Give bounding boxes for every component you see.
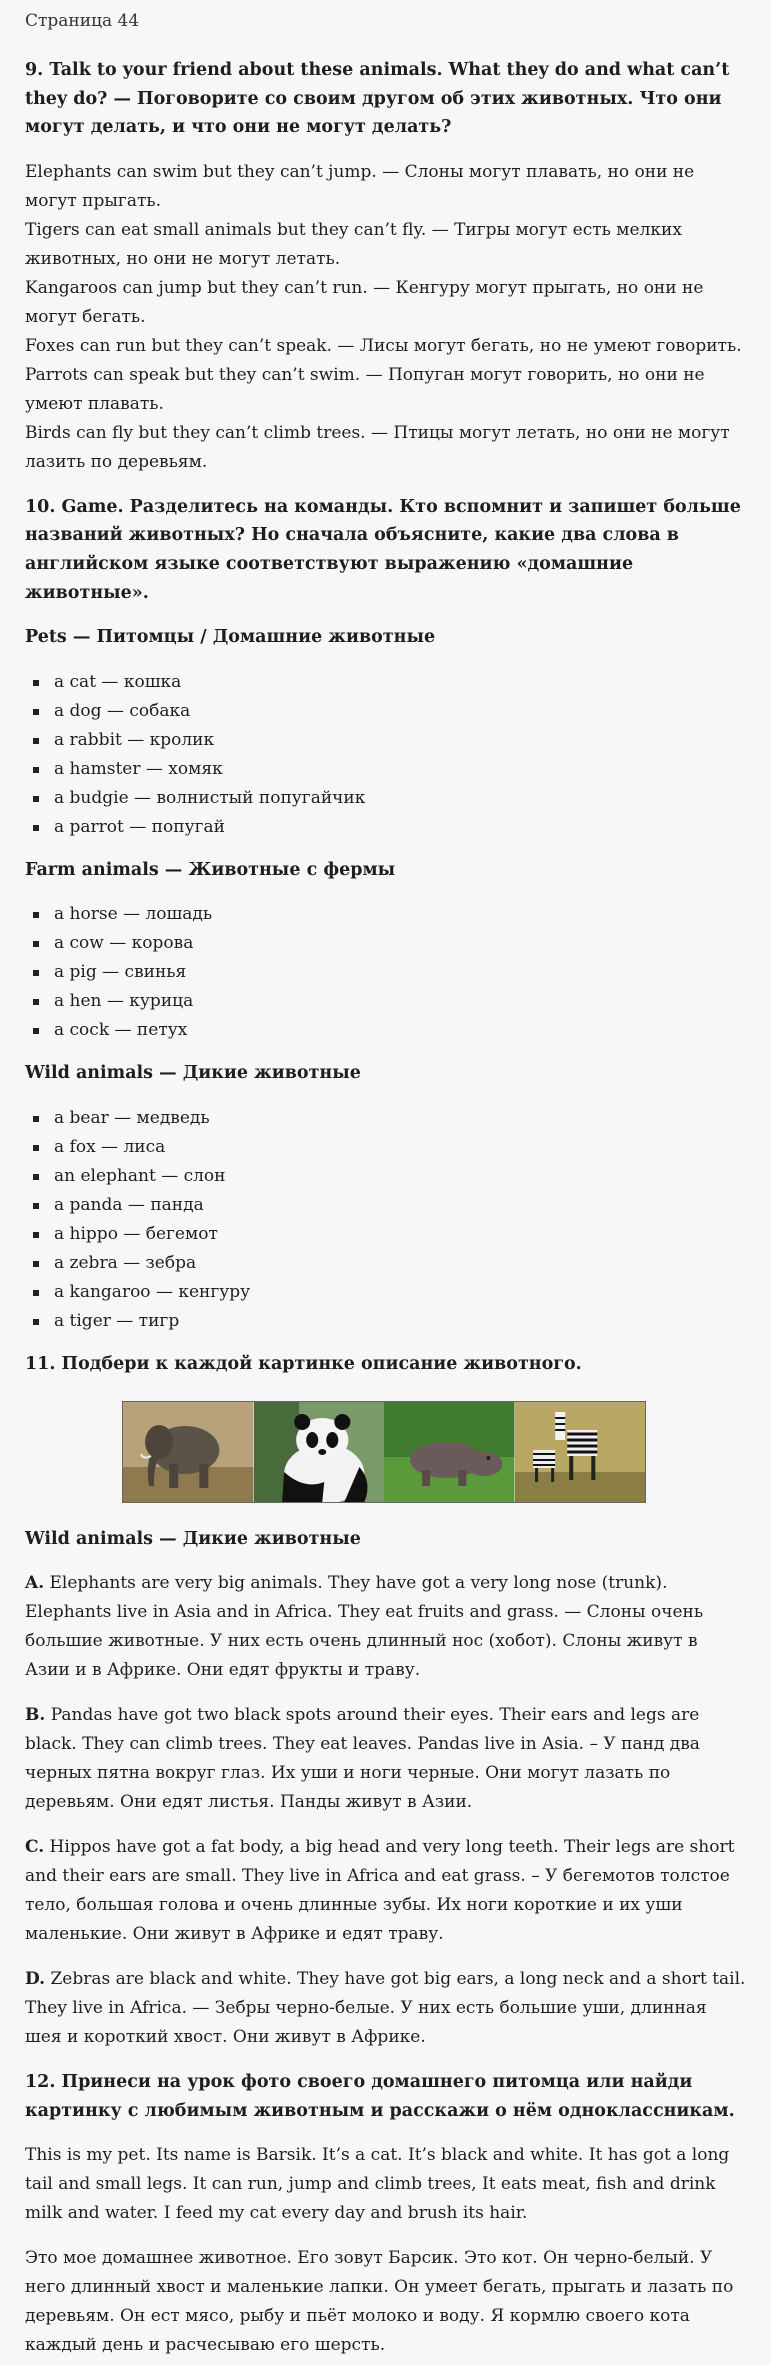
task11-heading: 11. Подбери к каждой картинке описание животного.: [25, 1353, 582, 1374]
list-item: a pig — свинья: [29, 958, 746, 987]
panda-photo: [254, 1402, 385, 1502]
description-a: [25, 1569, 746, 1685]
pets-list: [25, 668, 746, 842]
task12-russian: Это мое домашнее животное. Его зовут Барсик. Это кот. Он черно-белый. У него длинный хвост и маленькие лапки. Он умеет бегать, прыгать и лазать по деревьям. Он ест мясо, рыбу и пьёт молоко и воду. Я кормлю своего кота каждый день и расчесываю его шерсть.: [25, 2248, 734, 2356]
task9-line: Birds can fly but they can’t climb trees. — Птицы могут летать, но они не могут лазить по деревьям.: [25, 422, 730, 472]
task12-english: This is my pet. Its name is Barsik. It’s a cat. It’s black and white. It has got a long tail and small legs. It can run, jump and climb trees, It eats meat, fish and drink milk and water. I feed my cat every day and brush its hair.: [25, 2145, 730, 2224]
wild-title: Wild animals — Дикие животные: [25, 1063, 361, 1084]
description-text: Zebras are black and white. They have got big ears, a long neck and a short tail. They live in Africa. — Зебры черно-белые. У них есть большие уши, длинная шея и короткий хвост. Они живут в Африке.: [25, 1969, 746, 2048]
list-item: a bear — медведь: [29, 1104, 746, 1133]
list-item: a rabbit — кролик: [29, 726, 746, 755]
task9-text: [25, 158, 746, 477]
list-item: a zebra — зебра: [29, 1249, 746, 1278]
page-label: Страница 44: [25, 11, 140, 31]
farm-title: Farm animals — Животные с фермы: [25, 859, 396, 880]
farm-list: [25, 900, 746, 1045]
task9-line: Tigers can eat small animals but they can’t fly. — Тигры могут есть мелких животных, но они не могут летать.: [25, 219, 682, 269]
list-item: a cow — корова: [29, 929, 746, 958]
description-text: Hippos have got a fat body, a big head and very long teeth. Their legs are short and their ears are small. They live in Africa and eat grass. – У бегемотов толстое тело, большая голова и очень длинные зубы. Их ноги короткие и их уши маленькие. Они живут в Африке и едят траву.: [25, 1837, 735, 1945]
list-item: a dog — собака: [29, 697, 746, 726]
elephant-photo: [123, 1402, 254, 1502]
list-item: a hippo — бегемот: [29, 1220, 746, 1249]
description-letter: B.: [25, 1705, 46, 1726]
hippo-photo: [384, 1402, 515, 1502]
pets-title: Pets — Питомцы / Домашние животные: [25, 627, 436, 648]
animal-photos: [122, 1401, 646, 1503]
task12-heading: 12. Принеси на урок фото своего домашнего питомца или найди картинку с любимым животным и расскажи о нём одноклассникам.: [25, 2072, 735, 2121]
list-item: a budgie — волнистый попугайчик: [29, 784, 746, 813]
task10-heading: 10. Game. Разделитесь на команды. Кто вспомнит и запишет больше названий животных? Но сначала объясните, какие два слова в английском языке соответствуют выражению «домашние животные».: [25, 496, 741, 603]
task9-line: Kangaroos can jump but they can’t run. — Кенгуру могут прыгать, но они не могут бегать.: [25, 277, 704, 327]
list-item: a hamster — хомяк: [29, 755, 746, 784]
task11-subtitle: Wild animals — Дикие животные: [25, 1528, 361, 1549]
list-item: a parrot — попугай: [29, 813, 746, 842]
list-item: a fox — лиса: [29, 1133, 746, 1162]
list-item: an elephant — слон: [29, 1162, 746, 1191]
task9-line: Parrots can speak but they can’t swim. — Попуган могут говорить, но они не умеют плавать.: [25, 364, 705, 414]
wild-list: [25, 1104, 746, 1336]
description-letter: C.: [25, 1837, 45, 1858]
list-item: a tiger — тигр: [29, 1307, 746, 1336]
description-b: [25, 1701, 746, 1817]
task9-line: Elephants can swim but they can’t jump. — Слоны могут плавать, но они не могут прыгать.: [25, 161, 695, 211]
description-text: Elephants are very big animals. They have got a very long nose (trunk). Elephants live in Asia and in Africa. They eat fruits and grass. — Слоны очень большие животные. У них есть очень длинный нос (хобот). Слоны живут в Азии и в Африке. Они едят фрукты и траву.: [25, 1573, 704, 1681]
list-item: a cock — петух: [29, 1016, 746, 1045]
description-text: Pandas have got two black spots around their eyes. Their ears and legs are black. They can climb trees. They eat leaves. Pandas live in Asia. – У панд два черных пятна вокруг глаз. Их уши и ноги черные. Они могут лазать по деревьям. Они едят листья. Панды живут в Азии.: [25, 1705, 700, 1813]
list-item: a horse — лошадь: [29, 900, 746, 929]
list-item: a hen — курица: [29, 987, 746, 1016]
description-letter: A.: [25, 1573, 45, 1594]
description-c: [25, 1833, 746, 1949]
task9-heading: 9. Talk to your friend about these animals. What they do and what can’t they do? — Поговорите со своим другом об этих животных. Что они могут делать, и что они не могут делать?: [25, 60, 730, 138]
task9-line: Foxes can run but they can’t speak. — Лисы могут бегать, но не умеют говорить.: [25, 335, 742, 356]
description-d: [25, 1965, 746, 2052]
list-item: a kangaroo — кенгуру: [29, 1278, 746, 1307]
description-letter: D.: [25, 1969, 46, 1990]
zebras-photo: [515, 1402, 646, 1502]
list-item: a cat — кошка: [29, 668, 746, 697]
list-item: a panda — панда: [29, 1191, 746, 1220]
